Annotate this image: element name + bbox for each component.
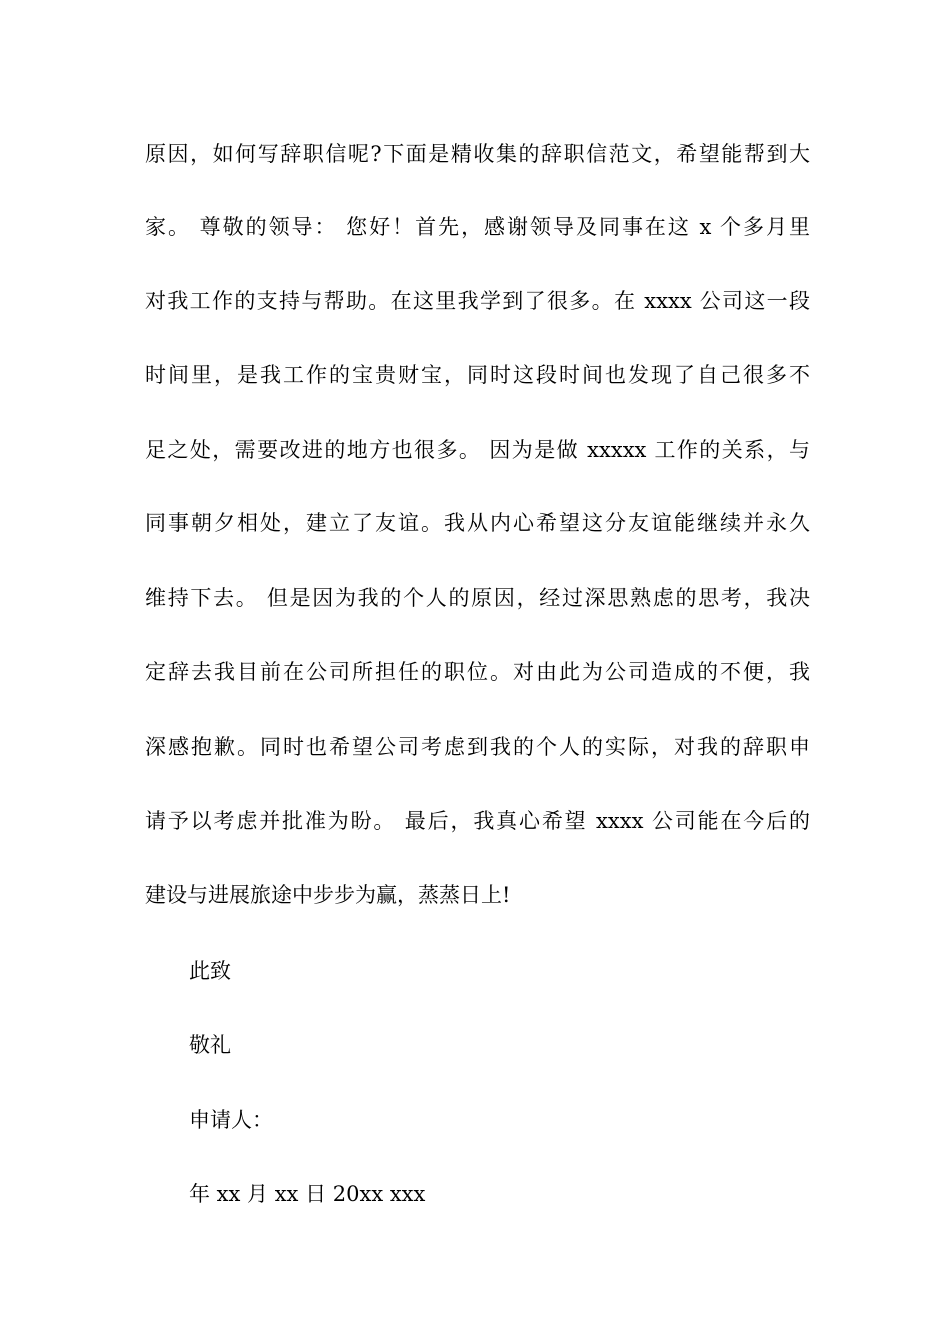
closing-salute: 敬礼 <box>189 1033 231 1057</box>
body-line-1: 原因，如何写辞职信呢?下面是精收集的辞职信范文，希望能帮到大 <box>145 142 810 166</box>
body-line-5: 足之处，需要改进的地方也很多。 因为是做 xxxxx 工作的关系，与 <box>145 438 810 462</box>
applicant-label: 申请人： <box>189 1108 273 1132</box>
closing-greeting: 此致 <box>189 959 231 983</box>
body-line-8: 定辞去我目前在公司所担任的职位。对由此为公司造成的不便，我 <box>145 660 810 684</box>
body-line-9: 深感抱歉。同时也希望公司考虑到我的个人的实际，对我的辞职申 <box>145 735 810 759</box>
body-line-4: 时间里，是我工作的宝贵财宝，同时这段时间也发现了自己很多不 <box>145 363 810 387</box>
body-line-2: 家。 尊敬的领导： 您好！首先，感谢领导及同事在这 x 个多月里 <box>145 215 810 239</box>
body-line-11: 建设与进展旅途中步步为赢，蒸蒸日上! <box>145 883 511 907</box>
body-line-10: 请予以考虑并批准为盼。 最后，我真心希望 xxxx 公司能在今后的 <box>145 809 810 833</box>
signature-date: 年 xx 月 xx 日 20xx xxx <box>189 1182 426 1206</box>
body-line-3: 对我工作的支持与帮助。在这里我学到了很多。在 xxxx 公司这一段 <box>145 289 810 313</box>
body-line-7: 维持下去。 但是因为我的个人的原因，经过深思熟虑的思考，我决 <box>145 586 810 610</box>
body-line-6: 同事朝夕相处，建立了友谊。我从内心希望这分友谊能继续并永久 <box>145 511 810 535</box>
